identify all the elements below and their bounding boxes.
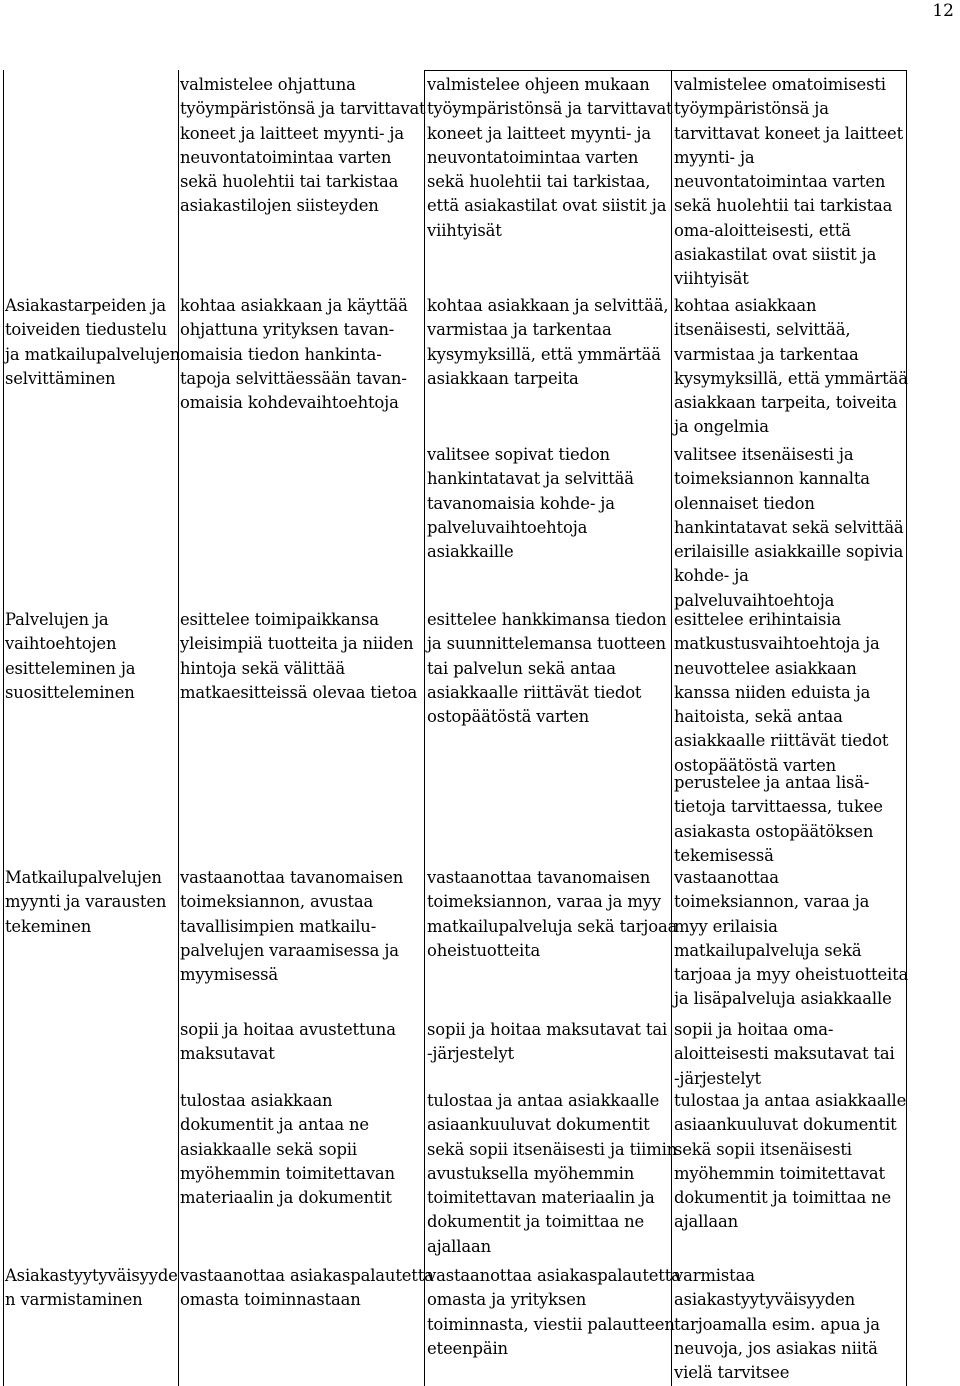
table-cell: valmistelee ohjattuna työympäristönsä ja tarvittavat koneet ja laitteet myynti- ja neuvontatoimintaa varten sekä huolehtii tai tarkistaa asiakastilojen siisteyden bbox=[180, 75, 426, 216]
column-divider-1 bbox=[178, 70, 179, 1386]
table-cell: kohtaa asiakkaan ja selvittää, varmistaa ja tarkentaa kysymyksillä, että ymmärtää asiakkaan tarpeita bbox=[427, 296, 669, 388]
table-cell: sopii ja hoitaa oma- aloitteisesti maksutavat tai -järjestelyt bbox=[674, 1020, 895, 1088]
table-cell: perustelee ja antaa lisä- tietoja tarvittaessa, tukee asiakasta ostopäätöksen tekemisessä bbox=[674, 773, 883, 865]
table-cell: vastaanottaa tavanomaisen toimeksiannon, varaa ja myy matkailupalveluja sekä tarjoaa oheistuotteita bbox=[427, 868, 678, 960]
table-cell: tulostaa ja antaa asiakkaalle asiaankuuluvat dokumentit sekä sopii itsenäisesti ja tiimin avustuksella myöhemmin toimitettavan materiaalin ja dokumentit ja toimittaa ne ajallaan bbox=[427, 1091, 678, 1256]
table-cell: valitsee sopivat tiedon hankintatavat ja selvittää tavanomaisia kohde- ja palveluvaihtoehtoja asiakkaille bbox=[427, 445, 634, 562]
page-number: 12 bbox=[932, 1, 954, 21]
table-cell: kohtaa asiakkaan ja käyttää ohjattuna yrityksen tavan- omaisia tiedon hankinta- tapoja selvittäessään tavan- omaisia kohdevaihtoehtoja bbox=[180, 296, 408, 413]
table-cell: sopii ja hoitaa maksutavat tai -järjestelyt bbox=[427, 1020, 668, 1064]
table-cell: valmistelee ohjeen mukaan työympäristönsä ja tarvittavat koneet ja laitteet myynti- ja neuvontatoimintaa varten sekä huolehtii tai tarkistaa, että asiakastilat ovat siistit ja viihtyisät bbox=[427, 75, 673, 240]
table-cell: varmistaa asiakastyytyväisyyden tarjoamalla esim. apua ja neuvoja, jos asiakas niitä vielä tarvitsee bbox=[674, 1266, 880, 1383]
column-divider-2 bbox=[424, 70, 425, 1386]
table-cell: valitsee itsenäisesti ja toimeksiannon kannalta olennaiset tiedon hankintatavat sekä selvittää erilaisille asiakkaille sopivia kohde- ja palveluvaihtoehtoja bbox=[674, 445, 904, 610]
criterion-label: Asiakastyytyväisyyde n varmistaminen bbox=[5, 1266, 178, 1310]
table-cell: kohtaa asiakkaan itsenäisesti, selvittää, varmistaa ja tarkentaa kysymyksillä, että ymmärtää asiakkaan tarpeita, toiveita ja ongelmia bbox=[674, 296, 908, 437]
table-border-left bbox=[3, 70, 4, 1386]
table-cell: vastaanottaa asiakaspalautetta omasta ja yrityksen toiminnasta, viestii palautteen eteenpäin bbox=[427, 1266, 681, 1358]
table-cell: vastaanottaa toimeksiannon, varaa ja myy erilaisia matkailupalveluja sekä tarjoaa ja myy oheistuotteita ja lisäpalveluja asiakkaalle bbox=[674, 868, 909, 1009]
criterion-label: Matkailupalvelujen myynti ja varausten tekeminen bbox=[5, 868, 167, 936]
table-border-top bbox=[424, 70, 906, 71]
criterion-label: Asiakastarpeiden ja toiveiden tiedustelu ja matkailupalvelujen selvittäminen bbox=[5, 296, 181, 388]
table-cell: vastaanottaa tavanomaisen toimeksiannon, avustaa tavallisimpien matkailu- palvelujen varaamisessa ja myymisessä bbox=[180, 868, 404, 985]
table-cell: tulostaa asiakkaan dokumentit ja antaa ne asiakkaalle sekä sopii myöhemmin toimitettavan materiaalin ja dokumentit bbox=[180, 1091, 395, 1208]
table-cell: tulostaa ja antaa asiakkaalle asiaankuuluvat dokumentit sekä sopii itsenäisesti myöhemmin toimitettavat dokumentit ja toimittaa ne ajallaan bbox=[674, 1091, 907, 1232]
table-cell: vastaanottaa asiakaspalautetta omasta toiminnastaan bbox=[180, 1266, 434, 1310]
table-cell: esittelee hankkimansa tiedon ja suunnittelemansa tuotteen tai palvelun sekä antaa asiakkaalle riittävät tiedot ostopäätöstä varten bbox=[427, 610, 667, 727]
table-cell: esittelee toimipaikkansa yleisimpiä tuotteita ja niiden hintoja sekä välittää matkaesitteissä olevaa tietoa bbox=[180, 610, 418, 702]
criterion-label: Palvelujen ja vaihtoehtojen esitteleminen ja suositteleminen bbox=[5, 610, 136, 702]
table-cell: sopii ja hoitaa avustettuna maksutavat bbox=[180, 1020, 396, 1064]
table-cell: valmistelee omatoimisesti työympäristönsä ja tarvittavat koneet ja laitteet myynti- ja neuvontatoimintaa varten sekä huolehtii tai tarkistaa oma-aloitteisesti, että asiakastilat ovat siistit ja viihtyisät bbox=[674, 75, 904, 289]
table-cell: esittelee erihintaisia matkustusvaihtoehtoja ja neuvottelee asiakkaan kanssa niiden eduista ja haitoista, sekä antaa asiakkaalle riittävät tiedot ostopäätöstä varten bbox=[674, 610, 889, 775]
